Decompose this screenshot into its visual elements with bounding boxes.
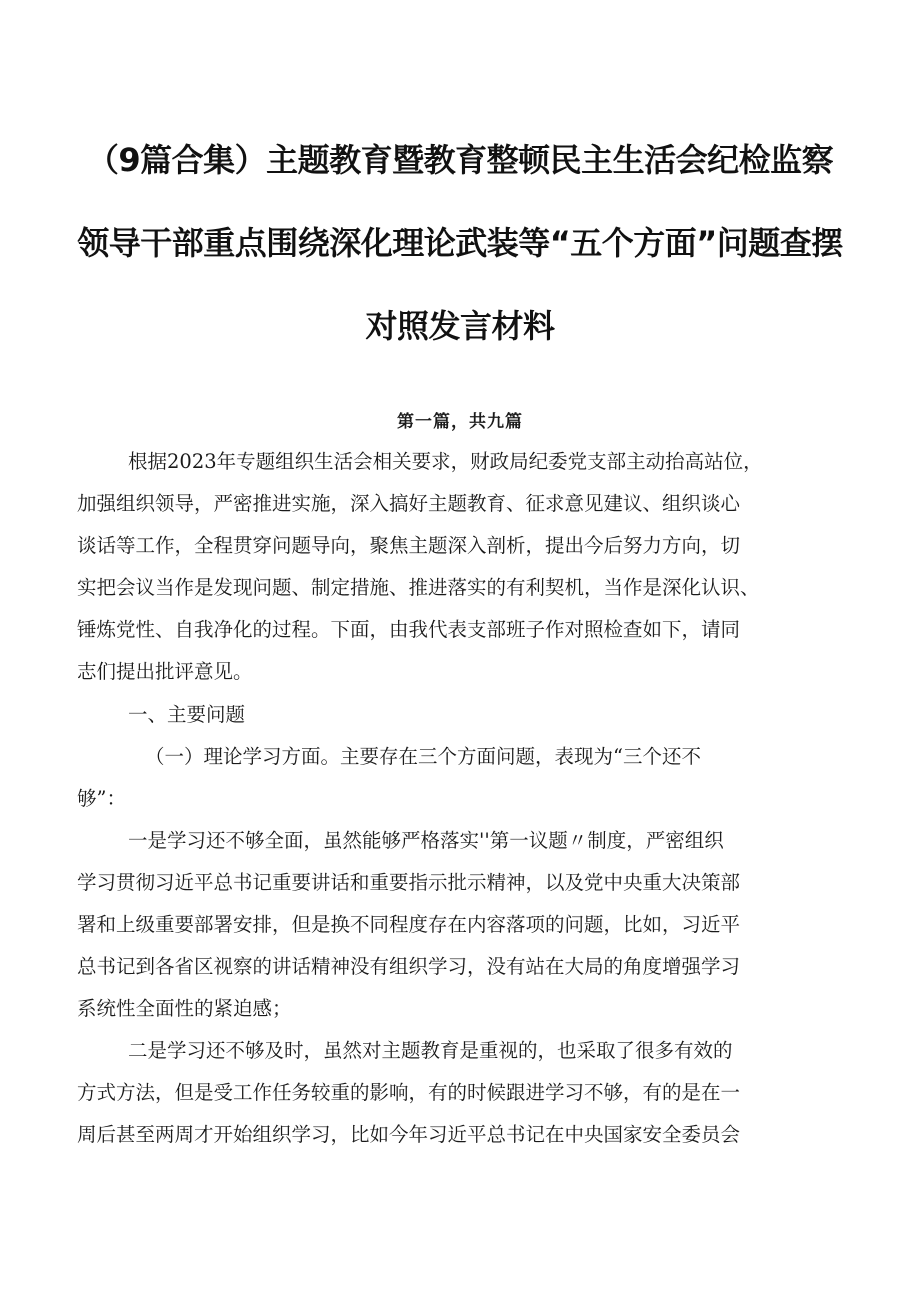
document-title-line-3: 对照发言材料 (365, 307, 555, 345)
body-line: 方式方法，但是受工作任务较重的影响，有的时候跟进学习不够，有的是在一 (77, 1081, 741, 1104)
document-title-line-2: 领导干部重点围绕深化理论武装等“五个方面”问题查摆 (77, 224, 843, 262)
body-line: 根据2023年专题组织生活会相关要求，财政局纪委党支部主动抬高站位， (128, 450, 763, 473)
subsection-heading: （一）理论学习方面。主要存在三个方面问题，表现为“三个还不 (145, 745, 701, 768)
document-title-line-1: （9篇合集）主题教育暨教育整顿民主生活会纪检监察 (86, 141, 834, 179)
body-line: 志们提出批评意见。 (77, 660, 253, 683)
body-line: 一是学习还不够全面，虽然能够严格落实''第一议题〃制度，严密组织 (128, 829, 724, 852)
body-line: 够”： (77, 787, 126, 810)
body-line: 实把会议当作是发现问题、制定措施、推进落实的有利契机，当作是深化认识、 (77, 576, 760, 599)
body-line: 学习贯彻习近平总书记重要讲话和重要指示批示精神，以及党中央重大决策部 (77, 871, 741, 894)
document-subtitle: 第一篇，共九篇 (397, 412, 523, 432)
body-line: 谈话等工作，全程贯穿问题导向，聚焦主题深入剖析，提出今后努力方向，切 (77, 534, 741, 557)
body-line: 加强组织领导，严密推进实施，深入搞好主题教育、征求意见建议、组织谈心 (77, 492, 741, 515)
section-heading: 一、主要问题 (128, 703, 246, 726)
body-line: 系统性全面性的紧迫感； (77, 997, 292, 1020)
body-line: 周后甚至两周才开始组织学习，比如今年习近平总书记在中央国家安全委员会 (77, 1123, 741, 1146)
body-line: 二是学习还不够及时，虽然对主题教育是重视的，也采取了很多有效的 (128, 1039, 733, 1062)
body-line: 锤炼党性、自我净化的过程。下面，由我代表支部班子作对照检查如下，请同 (77, 618, 741, 641)
body-line: 署和上级重要部署安排，但是换不同程度存在内容落项的问题，比如，习近平 (77, 913, 741, 936)
body-line: 总书记到各省区视察的讲话精神没有组织学习，没有站在大局的角度增强学习 (77, 955, 741, 978)
